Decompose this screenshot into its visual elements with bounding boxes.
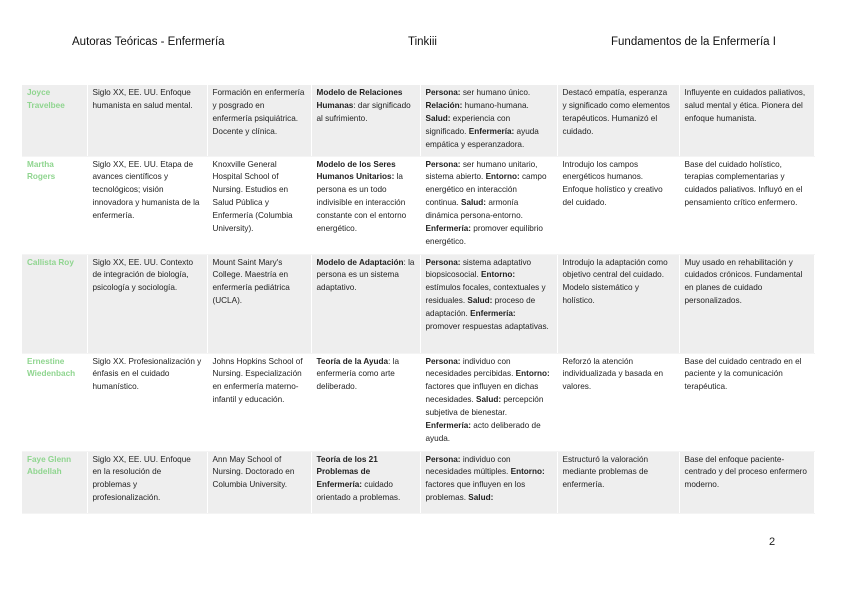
table-row <box>22 353 814 451</box>
table-row <box>22 451 814 513</box>
header-right-title: Fundamentos de la Enfermería I <box>611 36 776 48</box>
text-segment: promover respuestas adaptativas. <box>425 322 549 332</box>
bold-term: Persona: <box>425 454 461 464</box>
training-cell: Knoxville General Hospital School of Nursing. Estudios en Salud Pública y Enfermería (Columbia University). <box>207 156 311 254</box>
metaparadigm-cell <box>420 451 557 513</box>
text-segment: proceso de adaptación. <box>425 296 536 319</box>
text-segment: individuo con necesidades percibidas. <box>425 356 516 379</box>
historical-context-cell: Siglo XX, EE. UU. Contexto de integración de biología, psicología y sociología. <box>87 254 207 353</box>
metaparadigm-cell <box>420 156 557 254</box>
bold-term: Entorno: <box>485 172 520 182</box>
bold-term: Entorno: <box>510 467 545 477</box>
text-segment: : la enfermería como arte deliberado. <box>316 356 400 392</box>
contribution-cell: Estructuró la valoración mediante problemas de enfermería. <box>557 451 679 513</box>
text-segment: factores que influyen en los problemas. <box>425 480 526 503</box>
text-segment: humano-humana. <box>462 100 529 110</box>
bold-term: Entorno: <box>481 270 516 280</box>
training-cell: Formación en enfermería y posgrado en enfermería psiquiátrica. Docente y clínica. <box>207 85 311 156</box>
bold-term: Teoría de la Ayuda <box>316 356 389 366</box>
influence-cell: Base del cuidado holístico, terapias complementarias y cuidados paliativos. Influyó en el pensamiento crítico enfermero. <box>679 156 814 254</box>
contribution-cell: Introdujo la adaptación como objetivo central del cuidado. Modelo sistemático y holístico. <box>557 254 679 353</box>
bold-term: Enfermería: <box>425 224 472 234</box>
table-row <box>22 156 814 254</box>
header-left-title: Autoras Teóricas - Enfermería <box>72 36 225 48</box>
influence-cell: Influyente en cuidados paliativos, salud mental y ética. Pionera del enfoque humanista. <box>679 85 814 156</box>
text-segment: armonía dinámica persona-entorno. <box>425 198 523 221</box>
table-row <box>22 85 814 156</box>
text-segment: ayuda empática y esperanzadora. <box>425 126 539 149</box>
bold-term: Relación: <box>425 100 463 110</box>
bold-term: Teoría de los 21 Problemas de Enfermería: <box>316 454 378 490</box>
theorist-name: Martha Rogers <box>22 156 87 254</box>
bold-term: Salud: <box>468 493 494 503</box>
text-segment: : la persona es un sistema adaptativo. <box>316 257 415 293</box>
training-cell: Ann May School of Nursing. Doctorado en Columbia University. <box>207 451 311 513</box>
text-segment: cuidado orientado a problemas. <box>316 480 401 503</box>
theorist-name: Joyce Travelbee <box>22 85 87 156</box>
text-segment: acto deliberado de ayuda. <box>425 421 541 443</box>
model-cell <box>311 451 420 513</box>
bold-term: Modelo de los Seres Humanos Unitarios: <box>316 159 396 182</box>
training-cell: Mount Saint Mary's College. Maestría en enfermería pediátrica (UCLA). <box>207 254 311 353</box>
theorist-name: Callista Roy <box>22 254 87 353</box>
page-number: 2 <box>769 536 776 548</box>
contribution-cell: Reforzó la atención individualizada y basada en valores. <box>557 353 679 451</box>
influence-cell: Base del enfoque paciente-centrado y del proceso enfermero moderno. <box>679 451 814 513</box>
text-segment: experiencia con significado. <box>425 113 511 136</box>
bold-term: Persona: <box>425 159 461 169</box>
theorist-name: Faye Glenn Abdellah <box>22 451 87 513</box>
bold-term: Modelo de Relaciones Humanas <box>316 88 403 110</box>
text-segment: individuo con necesidades múltiples. <box>425 454 511 477</box>
model-cell <box>311 353 420 451</box>
metaparadigm-cell <box>420 85 557 156</box>
contribution-cell: Destacó empatía, esperanza y significado como elementos terapéuticos. Humanizó el cuidado. <box>557 85 679 156</box>
text-segment: campo energético en interacción continua. <box>425 172 547 208</box>
text-segment: sistema adaptativo biopsicosocial. <box>425 257 532 280</box>
bold-term: Salud: <box>425 113 451 123</box>
bold-term: Modelo de Adaptación <box>316 257 404 267</box>
theorists-table <box>22 85 815 514</box>
bold-term: Enfermería: <box>468 126 515 136</box>
metaparadigm-cell <box>420 254 557 353</box>
bold-term: Salud: <box>476 395 502 405</box>
bold-term: Persona: <box>425 257 461 267</box>
bold-term: Enfermería: <box>425 421 472 431</box>
influence-cell: Muy usado en rehabilitación y cuidados crónicos. Fundamental en planes de cuidado personalizados. <box>679 254 814 353</box>
text-segment: promover equilibrio energético. <box>425 224 543 246</box>
text-segment: : dar significado al sufrimiento. <box>316 100 411 123</box>
bold-term: Enfermería: <box>470 309 516 319</box>
text-segment: factores que influyen en dichas necesidades. <box>425 382 539 405</box>
historical-context-cell: Siglo XX, EE. UU. Enfoque en la resolución de problemas y profesionalización. <box>87 451 207 513</box>
model-cell <box>311 85 420 156</box>
influence-cell: Base del cuidado centrado en el paciente y la comunicación terapéutica. <box>679 353 814 451</box>
text-segment: estímulos focales, contextuales y residuales. <box>425 283 546 306</box>
bold-term: Persona: <box>425 88 461 97</box>
historical-context-cell: Siglo XX, EE. UU. Enfoque humanista en salud mental. <box>87 85 207 156</box>
text-segment: la persona es un todo indivisible en interacción constante con el entorno energético. <box>316 172 407 234</box>
historical-context-cell: Siglo XX. Profesionalización y énfasis en el cuidado humanístico. <box>87 353 207 451</box>
text-segment: ser humano unitario, sistema abierto. <box>425 159 538 182</box>
bold-term: Salud: <box>467 296 493 306</box>
header-center-title: Tinkiii <box>408 36 437 48</box>
contribution-cell: Introdujo los campos energéticos humanos. Enfoque holístico y creativo del cuidado. <box>557 156 679 254</box>
metaparadigm-cell <box>420 353 557 451</box>
table-row <box>22 254 814 353</box>
model-cell <box>311 156 420 254</box>
text-segment: percepción subjetiva de bienestar. <box>425 395 544 418</box>
text-segment: ser humano único. <box>460 88 531 97</box>
model-cell <box>311 254 420 353</box>
bold-term: Entorno: <box>515 369 550 379</box>
theorist-name: Ernestine Wiedenbach <box>22 353 87 451</box>
historical-context-cell: Siglo XX, EE. UU. Etapa de avances científicos y tecnológicos; visión innovadora y humanista de la enfermería. <box>87 156 207 254</box>
bold-term: Persona: <box>425 356 461 366</box>
bold-term: Salud: <box>461 198 487 208</box>
training-cell: Johns Hopkins School of Nursing. Especialización en enfermería materno-infantil y educación. <box>207 353 311 451</box>
